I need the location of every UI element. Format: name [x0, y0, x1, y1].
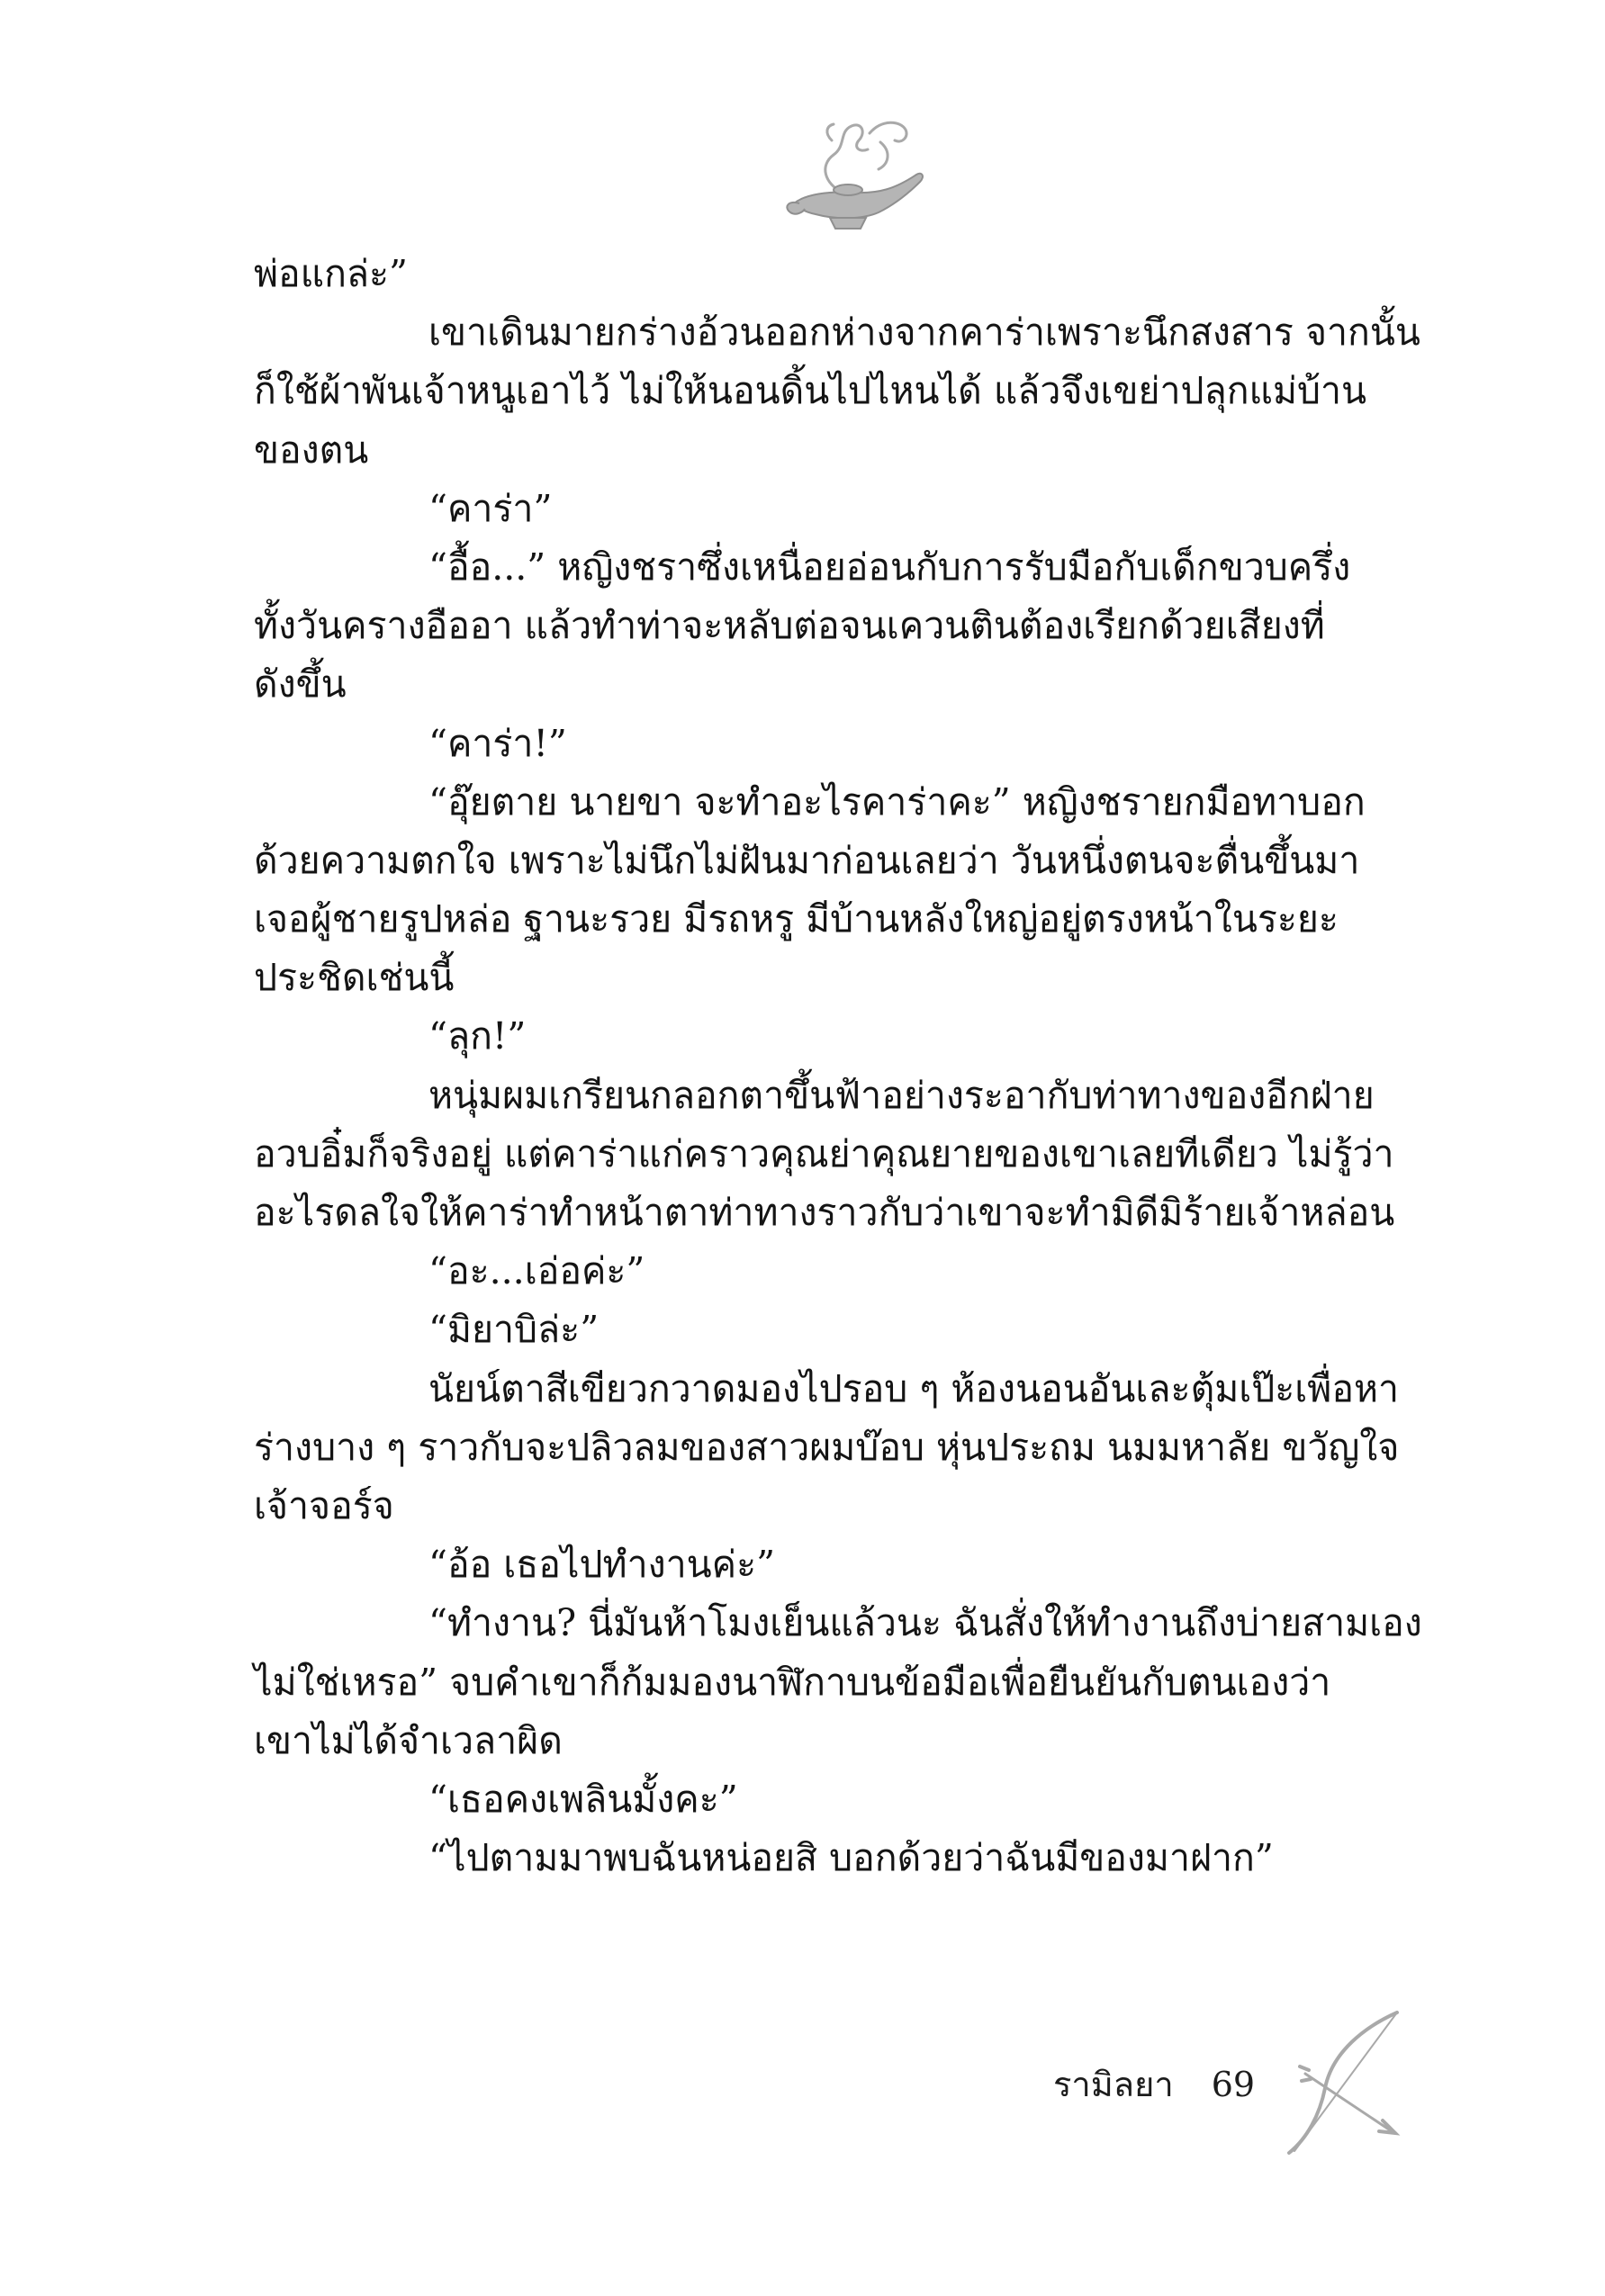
text-line: “ทำงาน? นี่มันห้าโมงเย็นแล้วนะ ฉันสั่งให้ทำงานถึงบ่ายสามเอง [428, 1601, 1422, 1645]
text-line: “คาร่า” [428, 486, 553, 530]
text-line: “มิยาบิล่ะ” [428, 1308, 600, 1352]
text-line: “อะ...เอ่อค่ะ” [428, 1249, 645, 1293]
text-line: “อื้อ...” หญิงชราซึ่งเหนื่อยอ่อนกับการรับมือกับเด็กขวบครึ่ง [428, 545, 1351, 589]
text-line: ของตน [254, 428, 369, 472]
footer-book-title: รามิลยา [1053, 2065, 1174, 2104]
bow-and-arrow-icon [1278, 2007, 1413, 2160]
text-line: “อ้อ เธอไปทำงานค่ะ” [428, 1543, 776, 1587]
genie-lamp-icon [772, 106, 931, 239]
text-line: “ลุก!” [428, 1014, 527, 1058]
text-line: “ไปตามมาพบฉันหน่อยสิ บอกด้วยว่าฉันมีของมาฝาก” [428, 1836, 1274, 1880]
text-line: ดังขึ้น [254, 662, 347, 707]
text-line: อวบอิ๋มก็จริงอยู่ แต่คาร่าแก่คราวคุณย่าคุณยายของเขาเลยทีเดียว ไม่รู้ว่า [254, 1131, 1394, 1175]
text-line: ร่างบาง ๆ ราวกับจะปลิวลมของสาวผมบ๊อบ หุ่นประถม นมมหาลัย ขวัญใจ [254, 1425, 1400, 1469]
text-line: “คาร่า!” [428, 721, 567, 765]
text-line: ทั้งวันครางอืออา แล้วทำท่าจะหลับต่อจนเควนตินต้องเรียกด้วยเสียงที่ [254, 604, 1325, 648]
text-line: ประชิดเช่นนี้ [254, 956, 455, 1000]
text-line: นัยน์ตาสีเขียวกวาดมองไปรอบ ๆ ห้องนอนอันเละตุ้มเป๊ะเพื่อหา [428, 1366, 1399, 1410]
text-line: “อุ๊ยตาย นายขา จะทำอะไรคาร่าคะ” หญิงชรายกมือทาบอก [428, 779, 1366, 824]
text-line: ไม่ใช่เหรอ” จบคำเขาก็ก้มมองนาฬิกาบนข้อมือเพื่อยืนยันกับตนเองว่า [254, 1660, 1331, 1704]
text-line: เขาเดินมายกร่างอ้วนออกห่างจากคาร่าเพราะนึกสงสาร จากนั้น [428, 311, 1420, 355]
text-line: ก็ใช้ผ้าพันเจ้าหนูเอาไว้ ไม่ให้นอนดิ้นไปไหนได้ แล้วจึงเขย่าปลุกแม่บ้าน [254, 369, 1367, 413]
page-number: 69 [1211, 2065, 1256, 2104]
text-line: เจอผู้ชายรูปหล่อ ฐานะรวย มีรถหรู มีบ้านหลังใหญ่อยู่ตรงหน้าในระยะ [254, 897, 1339, 941]
text-line: เขาไม่ได้จำเวลาผิด [254, 1718, 563, 1762]
text-line: หนุ่มผมเกรียนกลอกตาขึ้นฟ้าอย่างระอากับท่าทางของอีกฝ่าย [428, 1073, 1375, 1117]
text-line: ด้วยความตกใจ เพราะไม่นึกไม่ฝันมาก่อนเลยว่า วันหนึ่งตนจะตื่นขึ้นมา [254, 838, 1360, 882]
text-line: อะไรดลใจให้คาร่าทำหน้าตาท่าทางราวกับว่าเขาจะทำมิดีมิร้ายเจ้าหล่อน [254, 1191, 1395, 1234]
text-line: “เธอคงเพลินมั้งคะ” [428, 1777, 738, 1821]
text-line: เจ้าจอร์จ [254, 1483, 394, 1527]
text-line: พ่อแกล่ะ” [254, 252, 409, 295]
body-text [254, 245, 1424, 1887]
page-footer [1053, 2059, 1262, 2110]
